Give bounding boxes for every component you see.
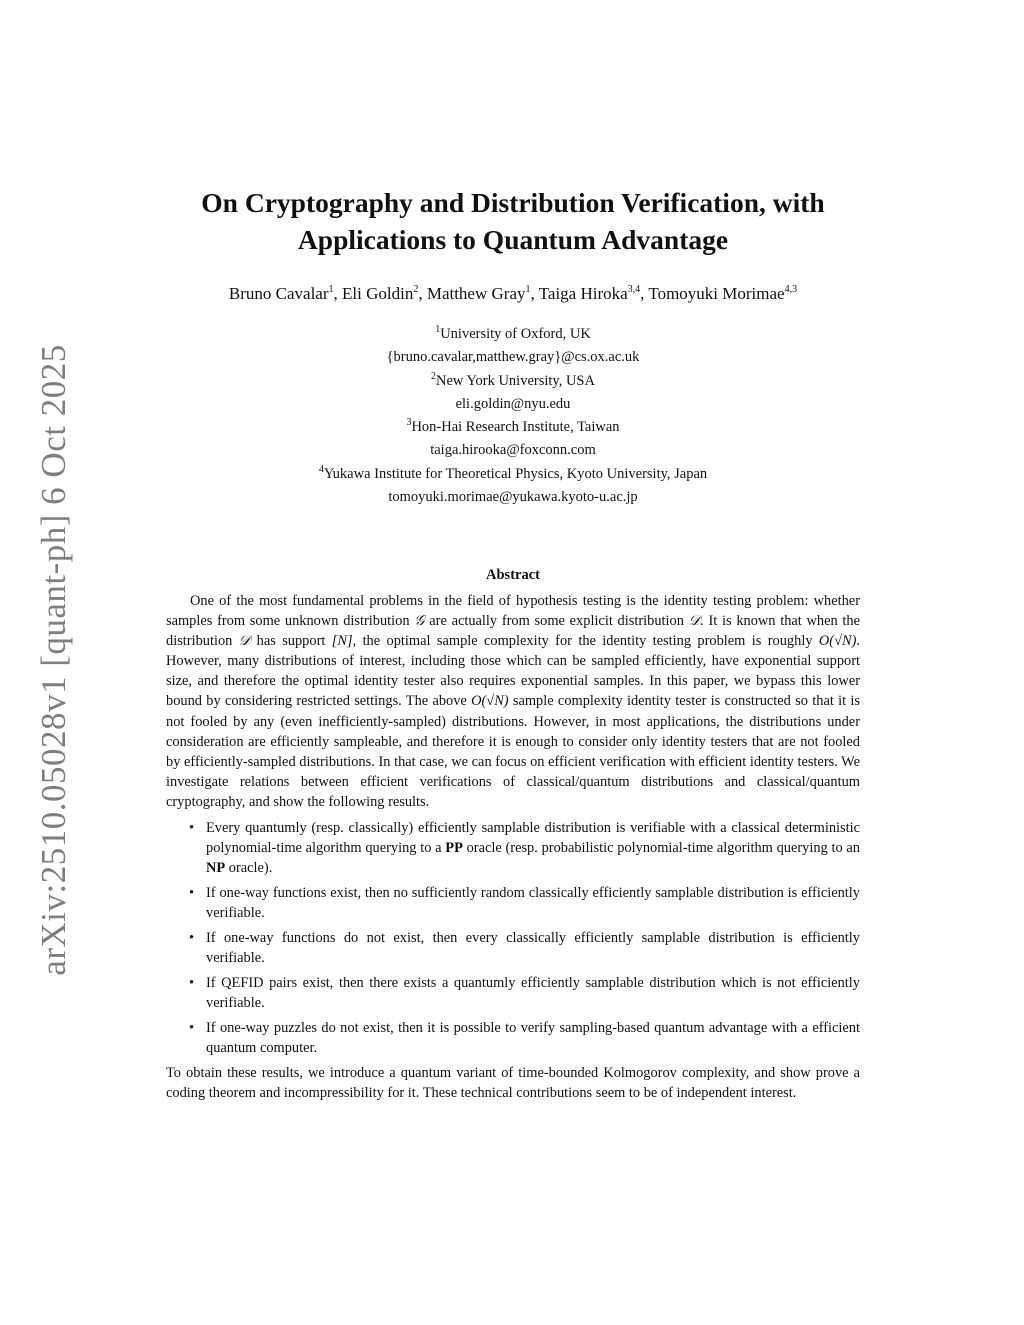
arxiv-identifier: arXiv:2510.05028v1 [quant-ph] 6 Oct 2025 bbox=[34, 344, 73, 976]
math-class-np: NP bbox=[206, 860, 226, 877]
affiliation bbox=[136, 463, 890, 486]
title-line-2: Applications to Quantum Advantage bbox=[297, 224, 729, 255]
author-affiliation-mark: 1 bbox=[525, 284, 531, 295]
list-item-text: If one-way functions exist, then no sufficiently random classically efficiently samplable distribution is efficiently verifiable. bbox=[206, 885, 860, 922]
math-symbol-N: [N] bbox=[331, 633, 353, 650]
abstract-text: are actually from some explicit distribution bbox=[424, 613, 689, 630]
list-item-text: If one-way puzzles do not exist, then it is possible to verify sampling-based quantum advantage with a efficient quantum computer. bbox=[206, 1020, 860, 1057]
affiliation-number: 3 bbox=[406, 417, 412, 429]
math-symbol-G: 𝒢 bbox=[414, 613, 425, 630]
author-name: Eli Goldin bbox=[342, 284, 414, 303]
author-name: Matthew Gray bbox=[426, 284, 526, 303]
math-symbol-D: 𝒟 bbox=[238, 633, 251, 650]
list-item bbox=[189, 883, 860, 923]
affiliation-name: Hon-Hai Research Institute, Taiwan bbox=[411, 419, 620, 436]
affiliation-email: taiga.hirooka@foxconn.com bbox=[430, 442, 596, 459]
list-item-text: If one-way functions do not exist, then every classically efficiently samplable distribution is efficiently verifiable. bbox=[206, 930, 860, 967]
affiliation-name: Yukawa Institute for Theoretical Physics, Kyoto University, Japan bbox=[323, 465, 708, 482]
bullet-marker: • bbox=[189, 1020, 195, 1037]
list-item-text: oracle). bbox=[225, 860, 273, 877]
abstract-text: has support bbox=[250, 633, 332, 650]
bullet-marker: • bbox=[189, 820, 195, 837]
affiliation-number: 1 bbox=[435, 324, 441, 335]
math-symbol-D: 𝒟 bbox=[688, 613, 701, 630]
list-item bbox=[189, 928, 860, 968]
author-name: Tomoyuki Morimae bbox=[648, 284, 785, 303]
list-item bbox=[189, 973, 860, 1013]
affiliation-email: tomoyuki.morimae@yukawa.kyoto-u.ac.jp bbox=[388, 489, 638, 506]
affiliation-number: 4 bbox=[318, 463, 324, 475]
math-big-o-sqrt-n: O(√N) bbox=[818, 633, 857, 650]
abstract-text: sample complexity identity tester is constructed so that it is not fooled by any (even inefficiently-sampled) distributions. However, in most applications, the distributions under consideration are efficiently sampleable, and therefore it is enough to consider only identity testers that are not fooled by efficiently-sampled distributions. In that case, we can focus on efficient verification with efficient identity testers. We investigate relations between efficient verifications of classical/quantum distributions and classical/quantum cryptography, and show the following results. bbox=[166, 693, 860, 810]
affiliation-number: 2 bbox=[431, 370, 436, 382]
affiliation-name: New York University, USA bbox=[436, 372, 595, 389]
math-big-o-sqrt-n: O(√N) bbox=[471, 693, 509, 710]
author-affiliation-mark: 2 bbox=[413, 284, 419, 295]
affiliation-list bbox=[136, 323, 890, 509]
abstract-text: , the optimal sample complexity for the identity testing problem is roughly bbox=[352, 633, 819, 650]
list-item-text: If QEFID pairs exist, then there exists a quantumly efficiently samplable distribution which is not efficiently verifiable. bbox=[206, 975, 860, 1012]
author-list: Bruno Cavalar$^1$, Eli Goldin$^2$, Matthew Gray$^1$, Taiga Hiroka$^{3,4}$, Tomoyuki Morimae$^{4,3}$ bbox=[228, 284, 798, 303]
math-class-pp: PP bbox=[445, 840, 463, 857]
author-affiliation-mark: 1 bbox=[328, 284, 334, 295]
affiliation bbox=[136, 416, 890, 439]
abstract-body bbox=[166, 591, 860, 1103]
list-item bbox=[189, 818, 860, 878]
abstract-closing-paragraph: To obtain these results, we introduce a quantum variant of time-bounded Kolmogorov complexity, and show prove a coding theorem and incompressibility for it. These technical contributions seem to be of independent interest. bbox=[166, 1065, 860, 1102]
affiliation-email: eli.goldin@nyu.edu bbox=[455, 395, 571, 412]
bullet-marker: • bbox=[189, 930, 195, 947]
affiliation-name: University of Oxford, UK bbox=[440, 326, 591, 342]
list-item-text: Every quantumly (resp. classically) efficiently samplable distribution is verifiable with a classical deterministic polynomial-time algorithm querying to a bbox=[206, 820, 860, 857]
bullet-marker: • bbox=[189, 975, 195, 992]
author-affiliation-mark: 4,3 bbox=[784, 284, 798, 295]
title-line-1: On Cryptography and Distribution Verification, with bbox=[201, 187, 825, 218]
affiliation-email: {bruno.cavalar,matthew.gray}@cs.ox.ac.uk bbox=[386, 349, 640, 366]
abstract-paragraph bbox=[166, 591, 860, 812]
paper-title bbox=[166, 184, 860, 258]
abstract-text: . It is known that when the distribution bbox=[166, 613, 861, 650]
abstract-heading: Abstract bbox=[486, 567, 540, 583]
abstract-text: . However, many distributions of interest, including those which can be sampled efficiently, have exponential support size, and therefore the optimal identity tester also requires exponential samples. In this paper, we bypass this lower bound by considering restricted settings. The above bbox=[166, 633, 860, 710]
list-item-text: oracle (resp. probabilistic polynomial-time algorithm querying to an bbox=[462, 840, 860, 857]
author-affiliation-mark: 3,4 bbox=[627, 284, 641, 295]
affiliation bbox=[136, 370, 890, 393]
author-name: Bruno Cavalar bbox=[228, 284, 329, 303]
affiliation bbox=[136, 323, 890, 346]
author-name: Taiga Hiroka bbox=[538, 284, 628, 303]
list-item bbox=[189, 1018, 860, 1058]
bullet-marker: • bbox=[189, 885, 195, 902]
results-list bbox=[166, 818, 860, 1058]
abstract-text: One of the most fundamental problems in the field of hypothesis testing is the identity testing problem: whether samples from some unknown distribution bbox=[166, 593, 860, 630]
